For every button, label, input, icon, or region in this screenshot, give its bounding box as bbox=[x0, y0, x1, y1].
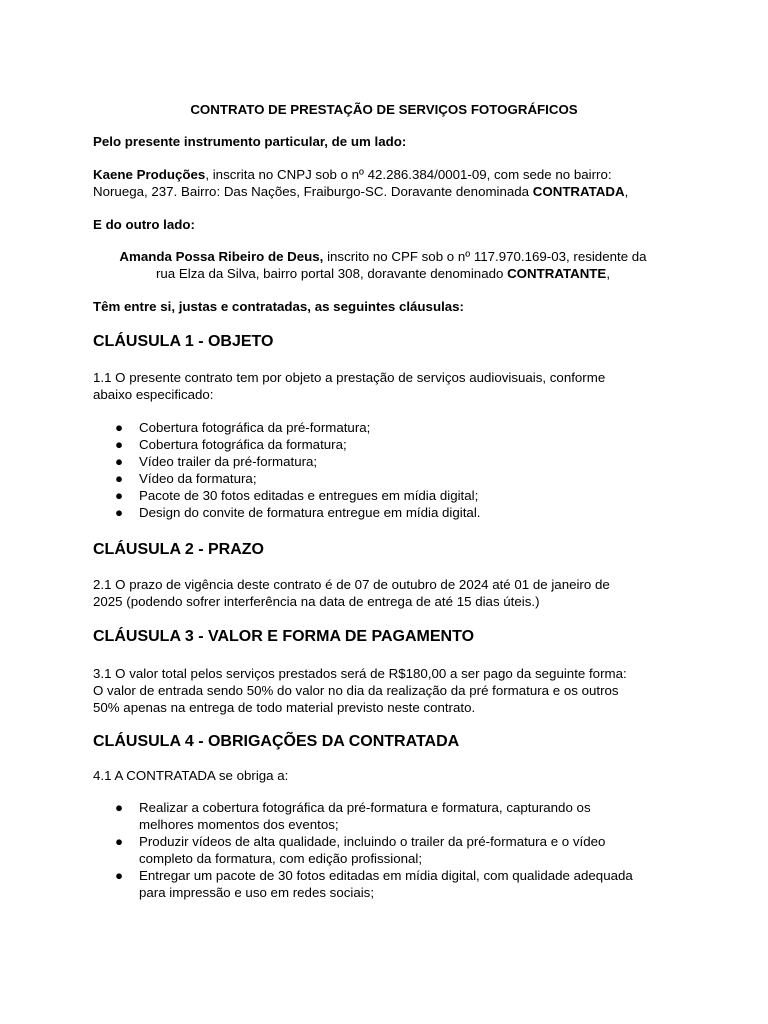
clause-1-list bbox=[93, 419, 673, 521]
clause-3-line-3: 50% apenas na entrega de todo material previsto neste contrato. bbox=[93, 700, 476, 715]
list-item bbox=[93, 470, 673, 487]
list-item-text: melhores momentos dos eventos; bbox=[139, 817, 339, 832]
clause-3-line-2: O valor de entrada sendo 50% do valor no dia da realização da pré formatura e os outros bbox=[93, 683, 619, 698]
other-side-line: E do outro lado: bbox=[93, 217, 195, 232]
contratante-line-1 bbox=[93, 248, 673, 265]
clause-1-line-1: 1.1 O presente contrato tem por objeto a prestação de serviços audiovisuais, conforme bbox=[93, 370, 606, 385]
bullet-icon: ● bbox=[115, 488, 124, 503]
contratada-line-1 bbox=[93, 166, 673, 183]
contratada-end: , bbox=[624, 184, 629, 199]
clause-4-heading: CLÁUSULA 4 - OBRIGAÇÕES DA CONTRATADA bbox=[93, 733, 460, 750]
clause-1-line-2: abaixo especificado: bbox=[93, 387, 214, 402]
contratada-name: Kaene Produções bbox=[93, 167, 206, 182]
bullet-icon: ● bbox=[115, 800, 124, 815]
list-item bbox=[93, 453, 673, 470]
contratada-paragraph bbox=[93, 166, 673, 200]
bullet-icon: ● bbox=[115, 420, 124, 435]
contratante-label: CONTRATANTE bbox=[507, 266, 607, 281]
contratante-name: Amanda Possa Ribeiro de Deus, bbox=[119, 249, 324, 264]
contratada-text-2: Noruega, 237. Bairro: Das Nações, Fraiburgo-SC. Doravante denominada bbox=[93, 184, 533, 199]
list-item-text: Vídeo trailer da pré-formatura; bbox=[139, 454, 318, 469]
clause-3-line-1: 3.1 O valor total pelos serviços prestados será de R$180,00 a ser pago da seguinte forma: bbox=[93, 666, 627, 681]
intro-line: Pelo presente instrumento particular, de um lado: bbox=[93, 134, 407, 149]
list-item bbox=[93, 504, 673, 521]
list-item-text: para impressão e uso em redes sociais; bbox=[139, 885, 375, 900]
contratada-text-1: , inscrita no CNPJ sob o nº 42.286.384/0001-09, com sede no bairro: bbox=[205, 167, 612, 182]
list-item bbox=[93, 833, 673, 867]
clause-2-line-2: 2025 (podendo sofrer interferência na data de entrega de até 15 dias úteis.) bbox=[93, 594, 540, 609]
list-item-text: Cobertura fotográfica da formatura; bbox=[139, 437, 347, 452]
clause-3-heading: CLÁUSULA 3 - VALOR E FORMA DE PAGAMENTO bbox=[93, 628, 475, 645]
contratante-line-2 bbox=[93, 265, 673, 282]
bullet-icon: ● bbox=[115, 471, 124, 486]
bullet-icon: ● bbox=[115, 834, 124, 849]
list-item-text: completo da formatura, com edição profissional; bbox=[139, 851, 423, 866]
list-item-text: Produzir vídeos de alta qualidade, incluindo o trailer da pré-formatura e o vídeo bbox=[139, 834, 606, 849]
bullet-icon: ● bbox=[115, 868, 124, 883]
clause-1-heading: CLÁUSULA 1 - OBJETO bbox=[93, 333, 274, 350]
contratante-text-2: rua Elza da Silva, bairro portal 308, doravante denominado bbox=[155, 266, 508, 281]
list-item-text: Cobertura fotográfica da pré-formatura; bbox=[139, 420, 371, 435]
contratante-text-1: inscrito no CPF sob o nº 117.970.169-03, residente da bbox=[323, 249, 647, 264]
list-item bbox=[93, 867, 673, 901]
contratante-paragraph bbox=[93, 248, 673, 282]
list-item-text: Entregar um pacote de 30 fotos editadas em mídia digital, com qualidade adequada bbox=[139, 868, 633, 883]
clause-2-text bbox=[93, 576, 673, 610]
list-item-text: Pacote de 30 fotos editadas e entregues em mídia digital; bbox=[139, 488, 479, 503]
clause-4-intro: 4.1 A CONTRATADA se obriga a: bbox=[93, 768, 289, 783]
contratada-label: CONTRATADA bbox=[532, 184, 625, 199]
list-item-text: Vídeo da formatura; bbox=[139, 471, 257, 486]
agreement-line: Têm entre si, justas e contratadas, as seguintes cláusulas: bbox=[93, 299, 464, 314]
clause-2-heading: CLÁUSULA 2 - PRAZO bbox=[93, 541, 264, 558]
bullet-icon: ● bbox=[115, 454, 124, 469]
list-item bbox=[93, 487, 673, 504]
clause-1-text bbox=[93, 369, 673, 403]
clause-3-text bbox=[93, 665, 673, 716]
list-item bbox=[93, 799, 673, 833]
list-item bbox=[93, 436, 673, 453]
list-item bbox=[93, 419, 673, 436]
document-title: CONTRATO DE PRESTAÇÃO DE SERVIÇOS FOTOGRÁFICOS bbox=[190, 102, 578, 117]
clause-2-line-1: 2.1 O prazo de vigência deste contrato é de 07 de outubro de 2024 até 01 de janeiro de bbox=[93, 577, 610, 592]
list-item-text: Design do convite de formatura entregue em mídia digital. bbox=[139, 505, 481, 520]
contratante-end: , bbox=[606, 266, 611, 281]
bullet-icon: ● bbox=[115, 437, 124, 452]
list-item-text: Realizar a cobertura fotográfica da pré-formatura e formatura, capturando os bbox=[139, 800, 591, 815]
clause-4-list bbox=[93, 799, 673, 901]
bullet-icon: ● bbox=[115, 505, 124, 520]
contratada-line-2 bbox=[93, 183, 673, 200]
